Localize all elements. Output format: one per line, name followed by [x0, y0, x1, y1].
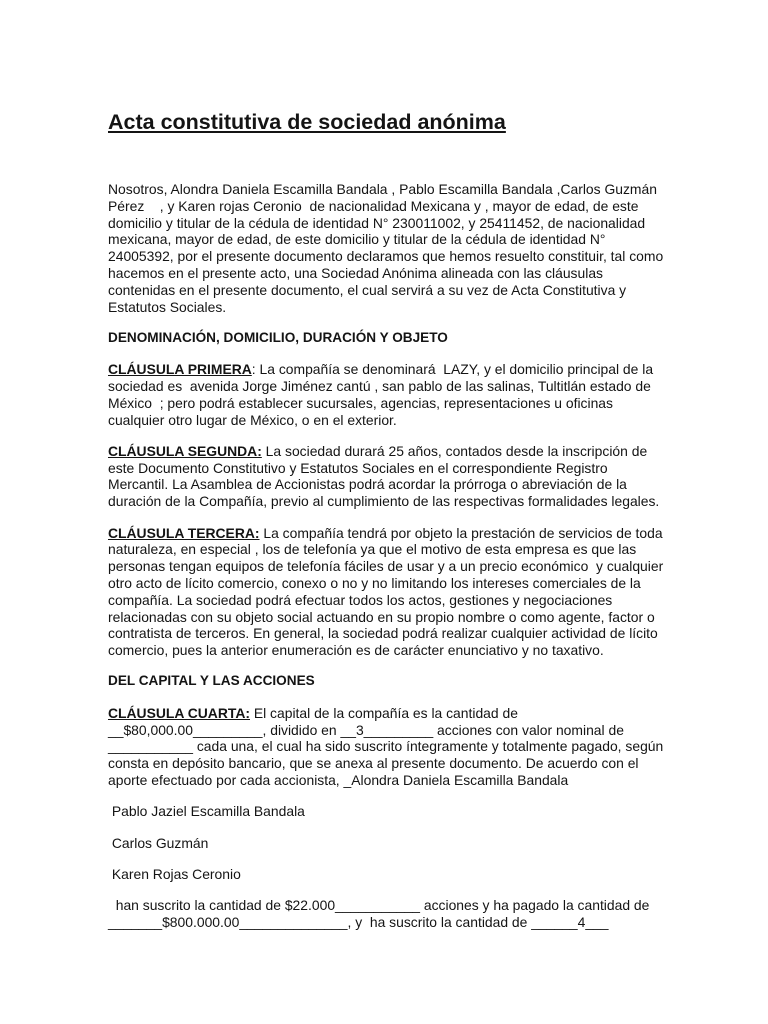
text-line: hacemos en el presente acto, una Sociedad Anónima alineada con las cláusulas	[108, 264, 603, 281]
text-line: domicilio y titular de la cédula de identidad N° 230011002, y 25411452, de nacionalidad	[108, 214, 646, 231]
text-line: sociedad es avenida Jorge Jiménez cantú , san pablo de las salinas, Tultitlán estado de	[108, 377, 651, 394]
section-heading-capital: DEL CAPITAL Y LAS ACCIONES	[108, 673, 315, 689]
text-line: Nosotros, Alondra Daniela Escamilla Bandala , Pablo Escamilla Bandala ,Carlos Guzmán	[108, 181, 657, 197]
clause-title: CLÁUSULA CUARTA:	[108, 704, 250, 721]
clause-segunda	[108, 443, 668, 510]
document-title: Acta constitutiva de sociedad anónima	[108, 110, 506, 134]
text-line: consta en depósito bancario, que se anexa al presente documento. De acuerdo con el	[108, 755, 639, 772]
shareholder-name: Karen Rojas Ceronio	[108, 865, 241, 882]
clause-primera	[108, 361, 668, 428]
clause-text: La compañía tendrá por objeto la prestación de servicios de toda	[259, 524, 663, 541]
document-body	[108, 181, 668, 931]
text-line: aporte efectuado por cada accionista, _Alondra Daniela Escamilla Bandala	[108, 771, 569, 788]
closing-paragraph	[108, 897, 668, 931]
text-line: mexicana, mayor de edad, de este domicilio y titular de la cédula de identidad N°	[108, 231, 606, 248]
text-line: Pérez , y Karen rojas Ceronio de nacionalidad Mexicana y , mayor de edad, de este	[108, 197, 639, 214]
clause-title: CLÁUSULA PRIMERA	[108, 361, 252, 378]
text-line: personas tengan equipos de telefonía fáciles de usar y a un precio económico y cualquier	[108, 558, 664, 575]
clause-text: La sociedad durará 25 años, contados desde la inscripción de	[261, 442, 648, 459]
clause-title: CLÁUSULA SEGUNDA:	[108, 442, 262, 459]
clause-text: : La compañía se denominará LAZY, y el domicilio principal de la	[251, 361, 654, 378]
clause-text: El capital de la compañía es la cantidad de	[249, 704, 518, 721]
clause-title: CLÁUSULA TERCERA:	[108, 524, 260, 541]
text-line: contratista de terceros. En general, la sociedad podrá realizar cualquier actividad de lícito	[108, 625, 658, 642]
text-line: relacionadas con su objeto social actuando en su propio nombre o como agente, factor o	[108, 608, 655, 625]
text-line: __$80,000.00_________, dividido en __3_________ acciones con valor nominal de	[108, 721, 624, 738]
text-line: México ; pero podrá establecer sucursales, agencias, representaciones u oficinas	[108, 394, 613, 411]
text-line: han suscrito la cantidad de $22.000___________ acciones y ha pagado la cantidad de	[108, 897, 650, 914]
text-line: compañía. La sociedad podrá efectuar todos los actos, gestiones y negociaciones	[108, 591, 613, 608]
clause-tercera	[108, 525, 668, 659]
text-line: cualquier otro lugar de México, o en el exterior.	[108, 411, 397, 428]
text-line: ___________ cada una, el cual ha sido suscrito íntegramente y totalmente pagado, según	[108, 738, 664, 755]
text-line: comercio, pues la anterior enumeración es de carácter enunciativo y no taxativo.	[108, 642, 604, 659]
text-line: naturaleza, en especial , los de telefonía ya que el motivo de esta empresa es que las	[108, 541, 637, 558]
text-line: Mercantil. La Asamblea de Accionistas podrá acordar la prórroga o abreviación de la	[108, 476, 627, 493]
text-line: duración de la Compañía, previo al cumplimiento de las respectivas formalidades legales.	[108, 493, 660, 510]
text-line: Estatutos Sociales.	[108, 298, 227, 315]
text-line: este Documento Constitutivo y Estatutos Sociales en el correspondiente Registro	[108, 459, 608, 476]
section-heading-objeto: DENOMINACIÓN, DOMICILIO, DURACIÓN Y OBJETO	[108, 329, 448, 345]
text-line: otro acto de lícito comercio, conexo o no y no limitando los intereses comerciales de la	[108, 574, 641, 591]
shareholder-name: Carlos Guzmán	[108, 834, 209, 851]
text-line: 24005392, por el presente documento declaramos que hemos resuelto constituir, tal como	[108, 248, 664, 265]
shareholder-name: Pablo Jaziel Escamilla Bandala	[108, 803, 305, 820]
text-line: _______$800.000.00______________, y ha suscrito la cantidad de ______4___	[108, 913, 609, 930]
clause-cuarta	[108, 705, 668, 789]
intro-paragraph	[108, 181, 668, 315]
text-line: contenidas en el presente documento, el cual servirá a su vez de Acta Constitutiva y	[108, 281, 627, 298]
